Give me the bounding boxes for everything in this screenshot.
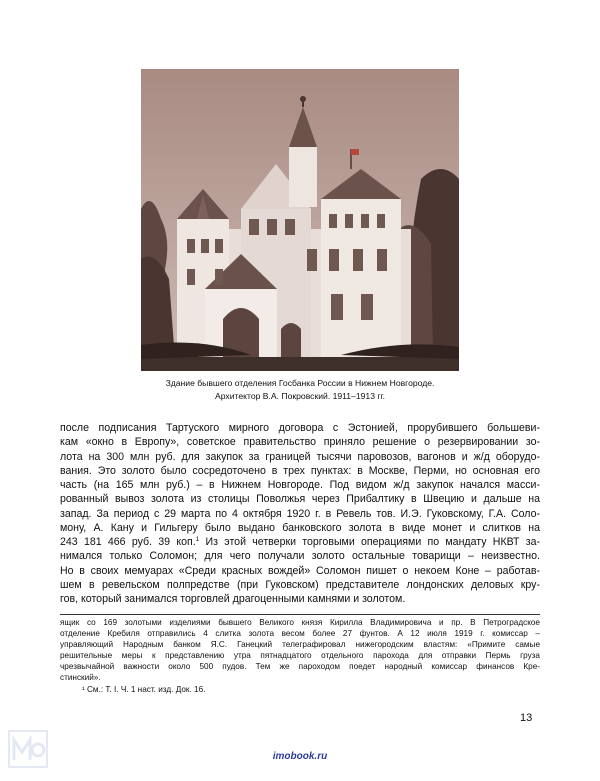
text-line: рованный вывоз золота из столицы Поволжья через Прибалтику в Швецию и дальше на xyxy=(60,493,540,506)
footnote-line: чрезвычайной важности около 500 пудов. Тем же пароходом поедет народный комиссар финансов Кре- xyxy=(60,662,540,672)
text-line: шем в ревельском полпредстве (при Гуковском) представителе лондонских деловых кру- xyxy=(60,578,540,591)
caption-line-1: Здание бывшего отделения Госбанка России в Нижнем Новгороде. xyxy=(165,378,435,388)
footnote-divider xyxy=(60,614,540,615)
footnote-reference: ¹ См.: Т. I. Ч. 1 наст. изд. Док. 16. xyxy=(82,684,206,694)
footnote-line: решительные меры к представлению утра пятнадцатого отдельного парохода для отправки Пермь груза xyxy=(60,651,540,661)
footnote-line: управляющий Народным банком Я.С. Ганецкий телеграфировал нижегородским властям: «Примите самые xyxy=(60,640,540,650)
text-segment: 243 181 466 руб. 39 коп. xyxy=(60,536,196,548)
footnote-line: отделение Кребиля отправились 4 слитка золота весом более 27 фунтов. А 12 июля 1919 г. комиссар – xyxy=(60,629,540,639)
footnote-line: стинский». xyxy=(60,673,101,683)
text-line: мону, А. Кану и Гильгеру было выдано банковского золота в виде монет и слитков на xyxy=(60,521,540,534)
text-line: часть (на 165 млн руб.) – в Нижнем Новгороде. Под видом ж/д закупок начался масси- xyxy=(60,479,540,491)
text-segment: Из этой четверки торговыми операциями по мандату НКВТ за- xyxy=(205,536,540,548)
photo-caption xyxy=(100,377,500,402)
text-line-with-footnote xyxy=(60,535,540,549)
page-number: 13 xyxy=(520,712,533,724)
text-line: Но в своих мемуарах «Среди красных вождей» Соломон пишет о некоем Коне – работав- xyxy=(60,564,540,577)
text-line: запад. За период с 29 марта по 4 октября 1920 г. в Ревель тов. И.Э. Гуковскому, Г.А. Соло- xyxy=(60,507,540,520)
text-line: нимался только Соломон; для чего получали золото остальные товарищи – неизвестно. xyxy=(60,550,540,563)
site-link[interactable]: imobook.ru xyxy=(272,751,328,762)
building-photo xyxy=(141,69,459,371)
caption-line-2: Архитектор В.А. Покровский. 1911–1913 гг. xyxy=(215,390,385,401)
building-illustration xyxy=(141,69,459,371)
text-line: кам «окно в Европу», советское правительство приняло решение о резервировании зо- xyxy=(60,436,540,449)
text-line: после подписания Тартуского мирного договора с Эстонией, прорубившего большеви- xyxy=(60,422,540,434)
text-line: вания. Это золото было сосредоточено в трех пунктах: в Москве, Перми, но основная его xyxy=(60,464,540,477)
text-line: гов, который занимался торговлей драгоценными камнями и золотом. xyxy=(60,593,406,605)
text-line: лота на 300 млн руб. для закупок за границей тысячи паровозов, вагонов и ж/д оборудо- xyxy=(60,450,540,463)
footnote-line: ящик со 169 золотыми изделиями бывшего Великого князя Кирилла Владимировича и пр. В Петроградское xyxy=(60,618,540,627)
publisher-logo-watermark xyxy=(8,730,48,768)
main-text xyxy=(60,421,540,606)
footnote-marker[interactable]: 1 xyxy=(195,536,200,543)
footnotes xyxy=(60,617,540,695)
